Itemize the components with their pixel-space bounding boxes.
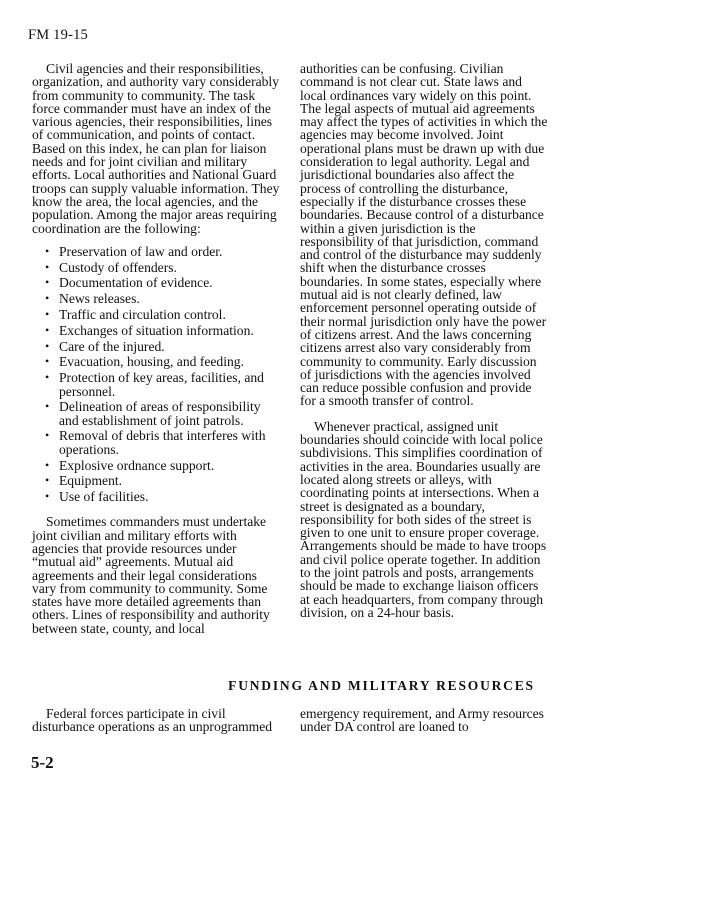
- list-item: • Protection of key areas, facilities, and personnel.: [45, 370, 264, 399]
- bullet-icon: •: [45, 275, 50, 290]
- list-item: • Traffic and circulation control.: [45, 307, 226, 323]
- list-item: • Documentation of evidence.: [45, 275, 213, 291]
- list-item: • Preservation of law and order.: [45, 243, 223, 259]
- list-item: • Equipment.: [45, 473, 123, 489]
- mutual-aid-paragraph: Sometimes commanders must undertake joint civilian and military efforts with agencies that provide resources under “mutual aid” agreements. Mutual aid agreements and their legal considerations vary from community to community. Some states have more detailed agreements than others. Lines of responsibility and authority between state, county, and local: [32, 514, 270, 636]
- left-column: [32, 62, 282, 635]
- funding-left-column: [32, 707, 282, 734]
- bullet-icon: •: [45, 428, 50, 443]
- document-id: FM 19-15: [28, 27, 89, 43]
- list-item: • News releases.: [45, 291, 140, 307]
- bullet-icon: •: [45, 489, 50, 504]
- bullet-icon: •: [45, 370, 50, 385]
- funding-right-column: [300, 707, 550, 734]
- intro-paragraph: Civil agencies and their responsibilities, organization, and authority vary considerably from community to community. The task force commander must have an index of the various agencies, their responsibilities, lines of communication, and points of contact. Based on this index, he can plan for liaison needs and for joint civilian and military efforts. Local authorities and National Guard troops can supply valuable information. They know the area, the local agencies, and the population. Among the major areas requiring coordination are the following:: [32, 61, 280, 236]
- bullet-icon: •: [45, 338, 50, 353]
- bullet-icon: •: [45, 259, 50, 274]
- list-item: • Custody of offenders.: [45, 259, 177, 275]
- right-column: [300, 62, 550, 619]
- coordination-list: [32, 245, 282, 504]
- bullet-icon: •: [45, 243, 50, 258]
- bullet-icon: •: [45, 291, 50, 306]
- list-item: • Delineation of areas of responsibility and establishment of joint patrols.: [45, 399, 261, 428]
- bullet-icon: •: [45, 473, 50, 488]
- bullet-icon: •: [45, 307, 50, 322]
- list-item: • Exchanges of situation information.: [45, 322, 254, 338]
- section-heading: FUNDING AND MILITARY RESOURCES: [228, 678, 535, 693]
- bullet-icon: •: [45, 457, 50, 472]
- list-item: • Use of facilities.: [45, 489, 149, 505]
- bullet-icon: •: [45, 399, 50, 414]
- list-item: • Removal of debris that interferes with operations.: [45, 428, 266, 457]
- funding-paragraph-start: Federal forces participate in civil disturbance operations as an unprogrammed: [32, 706, 273, 735]
- funding-paragraph-continued: emergency requirement, and Army resources under DA control are loaned to: [300, 706, 544, 735]
- page-number: 5-2: [31, 753, 54, 772]
- continuation-paragraph: authorities can be confusing. Civilian command is not clear cut. State laws and local ordinances vary widely on this point. The legal aspects of mutual aid agreements may affect the types of activities in which the agencies may become involved. Joint operational plans must be drawn up with due consideration to legal authority. Legal and jurisdictional boundaries also affect the process of controlling the disturbance, especially if the disturbance crosses these boundaries. Because control of a disturbance within a given jurisdiction is the responsibility of that jurisdiction, command and control of the disturbance may suddenly shift when the disturbance crosses boundaries. In some states, especially where mutual aid is not clearly defined, law enforcement personnel operating outside of their normal jurisdiction only have the power of citizens arrest. And the laws concerning citizens arrest also vary considerably from community to community. Early discussion of jurisdictions with the agencies involved can reduce possible confusion and provide for a smooth transfer of control.: [300, 61, 548, 409]
- bullet-icon: •: [45, 322, 50, 337]
- list-item: • Evacuation, housing, and feeding.: [45, 354, 244, 370]
- list-item: • Care of the injured.: [45, 338, 165, 354]
- list-item: • Explosive ordnance support.: [45, 457, 215, 473]
- unit-boundaries-paragraph: Whenever practical, assigned unit boundaries should coincide with local police subdivisions. This simplifies coordination of activities in the area. Boundaries usually are located along streets or alleys, with coordinating points at intersections. When a street is designated as a boundary, responsibility for both sides of the street is given to one unit to ensure proper coverage. Arrangements should be made to have troops and civil police operate together. In addition to the joint patrols and posts, arrangements should be made to exchange liaison officers at each headquarters, from company through division, on a 24-hour basis.: [300, 418, 547, 620]
- bullet-icon: •: [45, 354, 50, 369]
